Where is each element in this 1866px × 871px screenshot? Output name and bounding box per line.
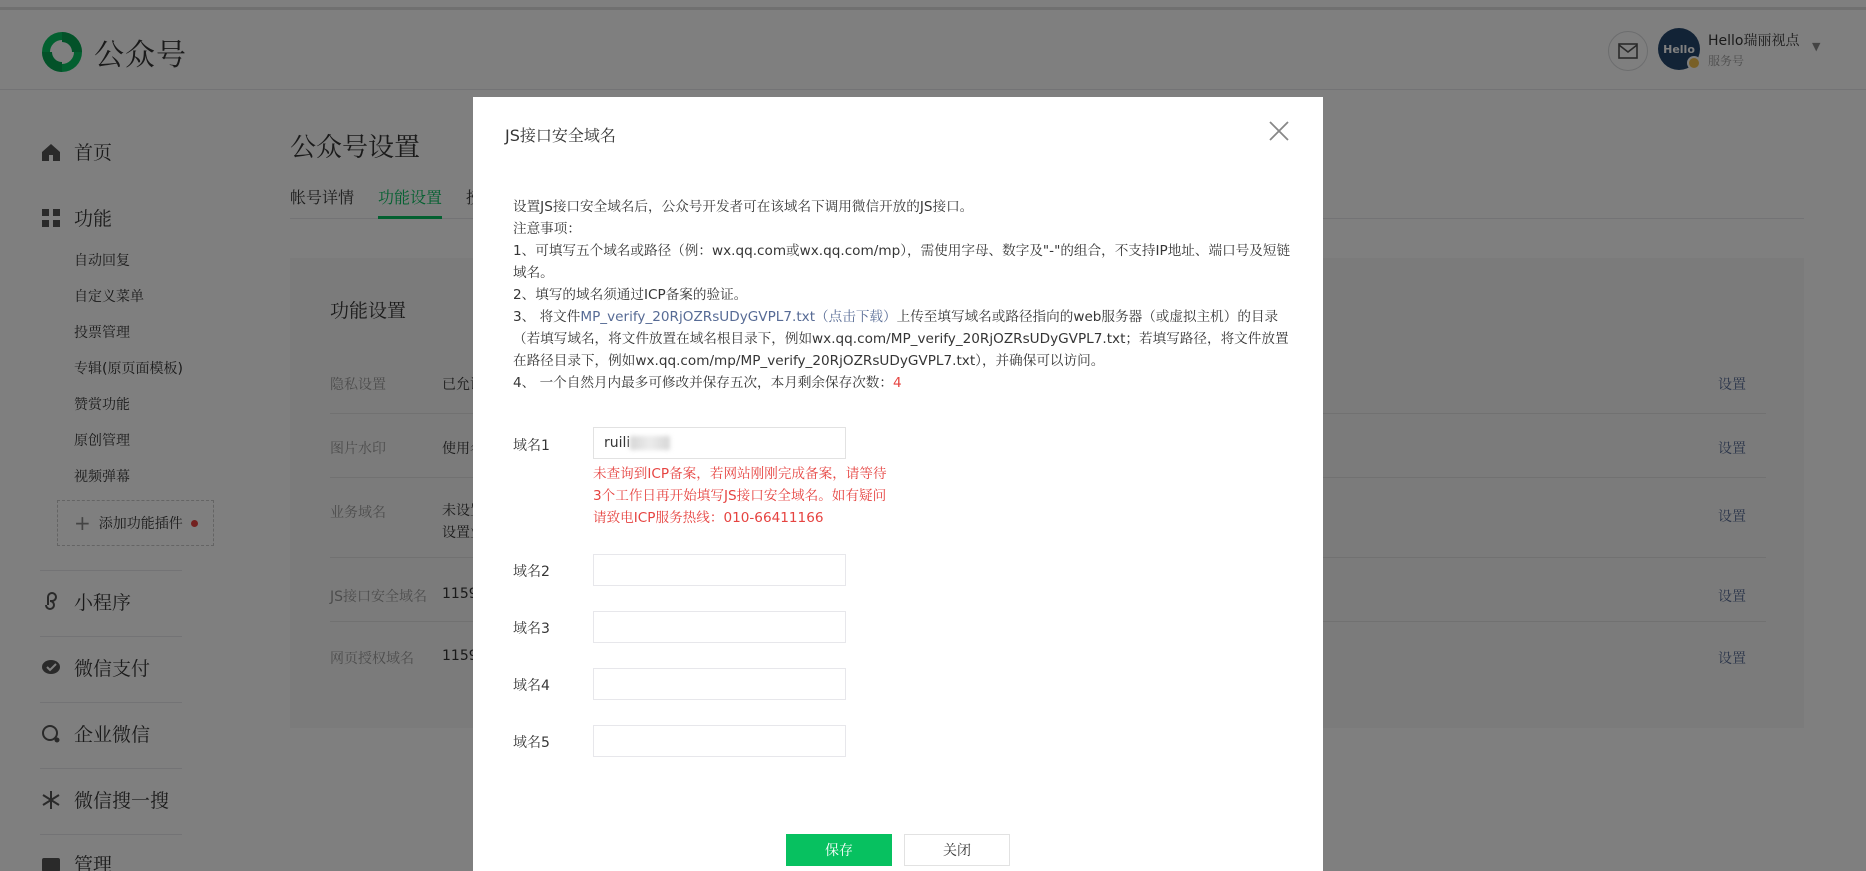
dialog-instructions xyxy=(513,196,1293,394)
domain-2-label: 域名2 xyxy=(513,564,550,580)
note-3-suffix: 上传至填写域名或路径指向的web服务器（或虚拟主机）的目录（若填写域名，将文件放置在域名根目录下，例如wx.qq.com/MP_verify_20RjOZRsUDyGVPL7.txt；若填写路径，将文件放置在路径目录下，例如wx.qq.com/mp/MP_verify_20RjOZRsUDyGVPL7.txt），并确保可以访问。 xyxy=(513,309,1289,369)
domain-5-input[interactable] xyxy=(593,725,846,757)
dialog-title: JS接口安全域名 xyxy=(505,126,616,145)
js-domain-dialog xyxy=(473,97,1323,871)
domain-5-label: 域名5 xyxy=(513,735,550,751)
domain-1-label: 域名1 xyxy=(513,438,550,454)
redacted-text-blur xyxy=(630,436,670,450)
notes-heading: 注意事项： xyxy=(513,221,581,237)
domain-3-input[interactable] xyxy=(593,611,846,643)
note-2: 2、填写的域名须通过ICP备案的验证。 xyxy=(513,287,748,303)
note-1: 1、可填写五个域名或路径（例：wx.qq.com或wx.qq.com/mp），需使用字母、数字及"-"的组合，不支持IP地址、端口号及短链域名。 xyxy=(513,243,1291,281)
note-4 xyxy=(513,372,1293,394)
intro-text: 设置JS接口安全域名后，公众号开发者可在该域名下调用微信开放的JS接口。 xyxy=(513,199,974,215)
remaining-save-count: 4 xyxy=(893,375,902,391)
domain-4-input[interactable] xyxy=(593,668,846,700)
verify-file-download-link[interactable]: MP_verify_20RjOZRsUDyGVPL7.txt（点击下载） xyxy=(580,309,897,325)
close-button[interactable]: 关闭 xyxy=(904,834,1010,866)
domain-4-label: 域名4 xyxy=(513,678,550,694)
note-3 xyxy=(513,306,1293,372)
note-4-prefix: 4、 一个自然月内最多可修改并保存五次，本月剩余保存次数： xyxy=(513,375,893,391)
domain-1-error: 未查询到ICP备案，若网站刚刚完成备案，请等待3个工作日再开始填写JS接口安全域名。如有疑问请致电ICP服务热线：010-66411166 xyxy=(593,466,887,526)
domain-3-label: 域名3 xyxy=(513,621,550,637)
domain-2-input[interactable] xyxy=(593,554,846,586)
note-3-prefix: 3、 将文件 xyxy=(513,309,581,325)
close-icon[interactable] xyxy=(1267,119,1291,143)
save-button[interactable]: 保存 xyxy=(786,834,892,866)
